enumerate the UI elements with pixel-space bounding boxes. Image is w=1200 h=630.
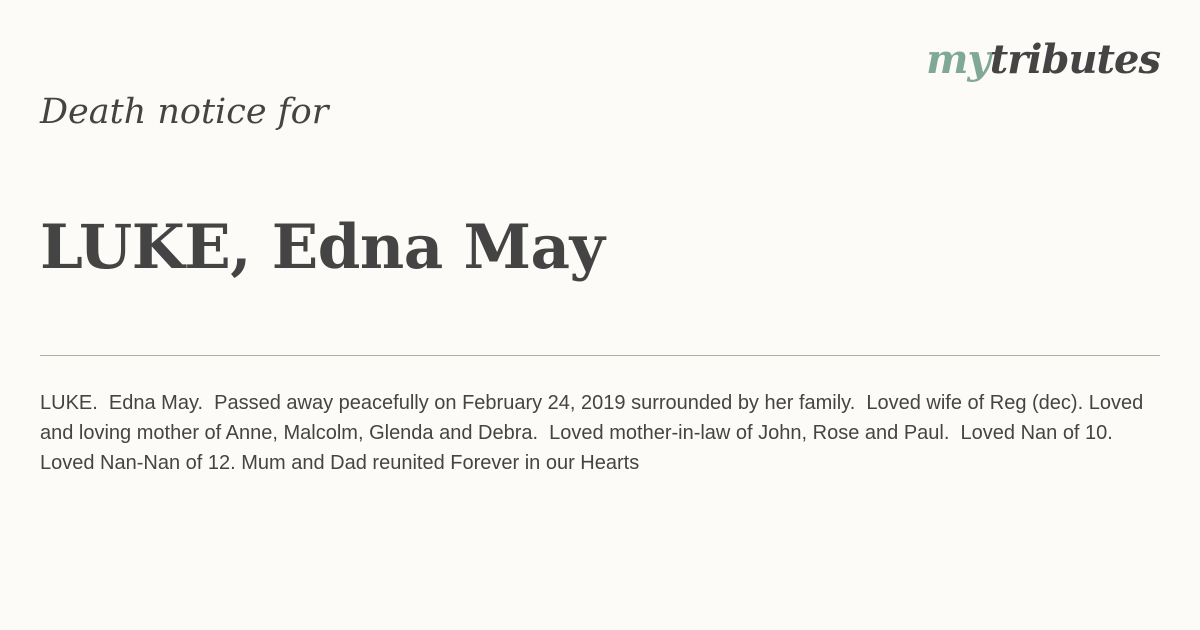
deceased-name-heading: LUKE, Edna May <box>40 212 605 283</box>
logo-tributes-text: tributes <box>989 36 1160 83</box>
logo-my-text: my <box>926 36 990 83</box>
section-divider <box>40 355 1160 356</box>
mytributes-logo[interactable] <box>926 30 1160 90</box>
death-notice-subtitle: Death notice for <box>40 92 329 132</box>
death-notice-text: LUKE. Edna May. Passed away peacefully on February 24, 2019 surrounded by her family. Loved wife of Reg (dec). Loved and loving mother of Anne, Malcolm, Glenda and Debra. Loved mother-in-law of John, Rose and Paul. Loved Nan of 10. Loved Nan-Nan of 12. Mum and Dad reunited Forever in our Hearts <box>40 392 1149 474</box>
